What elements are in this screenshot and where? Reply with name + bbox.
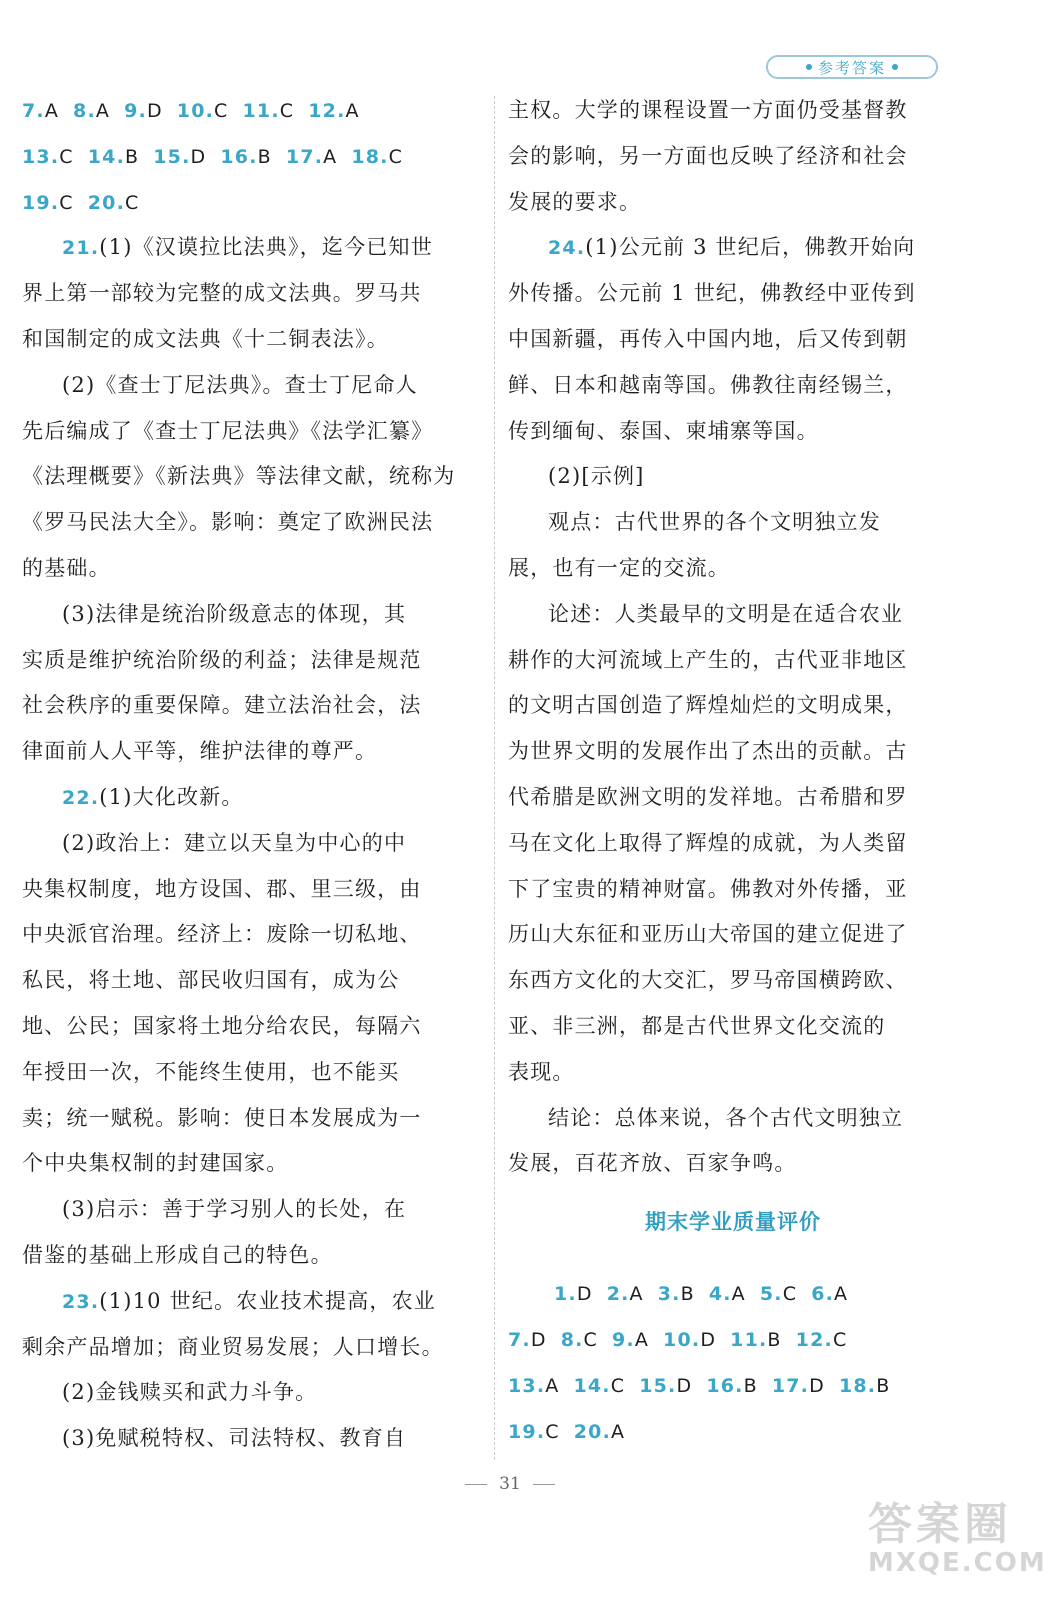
answer-item	[573, 1363, 625, 1410]
text-line	[508, 867, 958, 913]
text-line	[22, 409, 484, 455]
answer-letter: A	[731, 1283, 746, 1306]
text-line	[508, 271, 958, 317]
answer-number: 17.	[285, 145, 324, 168]
text-line	[22, 1416, 484, 1462]
text-line	[22, 1187, 484, 1233]
answer-number: 15.	[153, 145, 191, 168]
answer-number: 3.	[657, 1283, 681, 1306]
answer-item	[730, 1317, 782, 1364]
answer-number: 16.	[220, 145, 258, 168]
answer-letter: A	[834, 1283, 849, 1306]
answer-item	[88, 180, 140, 227]
answer-number: 14.	[87, 145, 125, 168]
answer-item	[508, 1409, 560, 1456]
text-line	[22, 454, 484, 500]
text-content: 外传播。公元前 1 世纪，佛教经中亚传到	[508, 281, 916, 306]
answer-letter: C	[782, 1283, 798, 1306]
question-22	[22, 775, 484, 1279]
answer-letter: B	[743, 1374, 758, 1397]
text-content: (3)启示：善于学习别人的长处，在	[62, 1197, 407, 1222]
text-line	[22, 1279, 484, 1325]
text-line	[508, 500, 958, 546]
answer-letter: D	[676, 1374, 693, 1397]
question-number: 24.	[548, 237, 586, 260]
text-line	[22, 867, 484, 913]
question-23	[22, 1279, 484, 1462]
answer-item	[153, 134, 206, 181]
answer-item	[796, 1317, 848, 1364]
text-line	[508, 546, 958, 592]
text-line	[22, 1141, 484, 1187]
text-content: 中央派官治理。经济上：废除一切私地、	[22, 922, 422, 947]
text-line: 主权。大学的课程设置一方面仍受基督教	[508, 98, 908, 122]
answer-letter: D	[146, 100, 163, 122]
text-content: (1)10 世纪。农业技术提高，农业	[99, 1288, 437, 1313]
answer-item	[124, 88, 163, 135]
answer-number: 19.	[22, 191, 60, 214]
text-line	[508, 683, 958, 729]
question-number: 23.	[62, 1290, 100, 1313]
answer-number: 8.	[560, 1328, 584, 1351]
watermark-top-text: 答案圈	[868, 1499, 1012, 1550]
answer-letter: C	[545, 1420, 560, 1443]
text-content: 的文明古国创造了辉煌灿烂的文明成果，	[508, 693, 908, 718]
answer-item	[243, 88, 295, 135]
text-content: 传到缅甸、泰国、柬埔寨等国。	[508, 418, 819, 443]
text-content: 马在文化上取得了辉煌的成就，为人类留	[508, 830, 908, 855]
answer-item	[351, 134, 403, 181]
answer-item	[706, 1363, 758, 1410]
answer-number: 20.	[573, 1420, 611, 1443]
text-content: 个中央集权制的封建国家。	[22, 1151, 289, 1176]
answer-number: 12.	[308, 100, 346, 122]
text-content: (2)《查士丁尼法典》。查士丁尼命人	[62, 372, 418, 397]
answer-letter: C	[610, 1374, 626, 1397]
answer-grid-left	[22, 88, 484, 225]
answer-letter: B	[876, 1374, 891, 1397]
answer-row	[22, 88, 484, 134]
answer-item	[73, 88, 110, 135]
answer-number: 19.	[508, 1420, 546, 1443]
answer-item	[760, 1271, 797, 1318]
page-number	[0, 1474, 1020, 1494]
text-line	[508, 821, 958, 867]
answer-item	[811, 1271, 848, 1318]
answer-letter: D	[576, 1283, 593, 1306]
text-content: 东西方文化的大交汇，罗马帝国横跨欧、	[508, 968, 908, 993]
answer-letter: A	[634, 1328, 650, 1351]
text-content: (2)[示例]	[548, 464, 645, 489]
answer-item	[508, 1317, 547, 1364]
question-23-continued	[508, 88, 958, 225]
column-divider	[494, 96, 495, 1460]
text-content: 剩余产品增加；商业贸易发展；人口增长。	[22, 1334, 444, 1359]
text-line	[508, 1050, 958, 1096]
text-content: 《法理概要》《新法典》等法律文献，统称为	[22, 464, 456, 489]
answer-letter: D	[809, 1374, 825, 1397]
answer-letter: D	[190, 145, 207, 168]
answer-item	[286, 134, 337, 181]
text-content: 中国新疆，再传入中国内地，后又传到朝	[508, 326, 908, 351]
badge-text: 参考答案	[817, 58, 886, 77]
answer-letter: C	[59, 191, 74, 214]
answer-number: 9.	[124, 100, 147, 122]
watermark-bottom-text: MXQE.COM	[868, 1548, 1047, 1578]
answer-letter: D	[530, 1328, 547, 1351]
text-content: 《罗马民法大全》。影响：奠定了欧洲民法	[22, 510, 434, 535]
text-content: (3)免赋税特权、司法特权、教育自	[62, 1426, 407, 1451]
answer-row	[508, 1363, 958, 1409]
text-line	[508, 592, 958, 638]
answer-item	[22, 180, 74, 227]
text-content: 和国制定的成文法典《十二铜表法》。	[22, 326, 389, 351]
answer-letter: B	[125, 145, 140, 168]
answer-number: 14.	[573, 1374, 611, 1397]
answer-letter: A	[545, 1374, 560, 1397]
badge-dot-icon	[892, 64, 898, 70]
answer-number: 8.	[73, 100, 96, 122]
answer-letter: C	[279, 100, 295, 122]
text-content: (2)政治上：建立以天皇为中心的中	[62, 830, 407, 855]
answer-number: 13.	[22, 145, 60, 168]
text-line	[508, 454, 958, 500]
answer-number: 11.	[242, 100, 280, 122]
text-content: 鲜、日本和越南等国。佛教往南经锡兰，	[508, 372, 908, 397]
answer-row	[508, 1317, 958, 1363]
text-line	[508, 1004, 958, 1050]
text-line	[508, 409, 958, 455]
text-line	[508, 638, 958, 684]
final-section-title: 期末学业质量评价	[645, 1209, 821, 1235]
text-line	[22, 500, 484, 546]
answer-letter: C	[59, 145, 74, 168]
text-content: 下了宝贵的精神财富。佛教对外传播，亚	[508, 876, 908, 901]
answer-number: 13.	[508, 1374, 546, 1397]
answer-number: 18.	[351, 145, 389, 168]
answer-item	[663, 1317, 716, 1364]
text-content: 界上第一部较为完整的成文法典。罗马共	[22, 281, 422, 306]
question-number: 22.	[62, 786, 100, 809]
badge-dot-icon	[806, 64, 812, 70]
text-content: 年授田一次，不能终生使用，也不能买	[22, 1059, 400, 1084]
text-line	[22, 821, 484, 867]
answer-item	[308, 88, 359, 135]
page-number-text: 31	[499, 1474, 521, 1494]
text-content: 耕作的大河流域上产生的，古代亚非地区	[508, 647, 908, 672]
answer-letter: A	[95, 100, 111, 122]
answer-item	[639, 1363, 692, 1410]
question-21	[22, 225, 484, 775]
answer-number: 12.	[795, 1328, 833, 1351]
question-24	[508, 225, 958, 1187]
text-content: 结论：总体来说，各个古代文明独立	[548, 1105, 904, 1130]
answer-letter: A	[629, 1283, 644, 1306]
text-line	[22, 317, 484, 363]
text-content: 社会秩序的重要保障。建立法治社会，法	[22, 693, 422, 718]
answer-number: 4.	[708, 1283, 732, 1306]
text-content: 私民，将土地、部民收归国有，成为公	[22, 968, 400, 993]
text-line	[22, 958, 484, 1004]
text-line	[22, 1004, 484, 1050]
text-content: 实质是维护统治阶级的利益；法律是规范	[22, 647, 422, 672]
answer-item	[709, 1271, 746, 1318]
answer-item	[88, 134, 140, 181]
text-line	[22, 1096, 484, 1142]
text-line	[508, 363, 958, 409]
text-content: 亚、非三洲，都是古代世界文化交流的	[508, 1013, 886, 1038]
text-line	[508, 912, 958, 958]
text-line	[22, 1050, 484, 1096]
answer-number: 17.	[771, 1374, 810, 1397]
answer-number: 16.	[706, 1374, 744, 1397]
question-number: 21.	[62, 237, 100, 260]
text-line	[22, 1233, 484, 1279]
left-column	[22, 88, 484, 1462]
text-content: (1)《汉谟拉比法典》，迄今已知世	[99, 235, 433, 260]
answer-item	[561, 1317, 598, 1364]
answer-letter: D	[700, 1328, 717, 1351]
answer-item	[177, 88, 229, 135]
answer-row	[508, 1271, 958, 1317]
text-content: (2)金钱赎买和武力斗争。	[62, 1380, 318, 1405]
text-content: 央集权制度，地方设国、郡、里三级，由	[22, 876, 422, 901]
answer-number: 10.	[663, 1328, 701, 1351]
text-line	[508, 1141, 958, 1187]
answer-item	[220, 134, 272, 181]
text-content: 展，也有一定的交流。	[508, 555, 730, 580]
text-content: 发展，百花齐放、百家争鸣。	[508, 1151, 797, 1176]
text-line	[22, 912, 484, 958]
answer-item	[22, 134, 74, 181]
text-line	[508, 1096, 958, 1142]
answer-item	[554, 1271, 593, 1318]
right-column	[508, 88, 958, 1454]
text-content: 历山大东征和亚历山大帝国的建立促进了	[508, 922, 908, 947]
text-content: (1)大化改新。	[99, 784, 244, 809]
answer-number: 7.	[22, 100, 45, 122]
answer-letter: B	[257, 145, 272, 168]
text-line: 会的影响，另一方面也反映了经济和社会	[508, 143, 908, 168]
answer-letter: C	[832, 1328, 848, 1351]
answer-item	[508, 1363, 559, 1410]
answer-item	[839, 1363, 891, 1410]
text-line	[22, 592, 484, 638]
text-content: 借鉴的基础上形成自己的特色。	[22, 1242, 333, 1267]
text-content: (1)公元前 3 世纪后，佛教开始向	[585, 235, 916, 260]
watermark-logo	[868, 1488, 1048, 1588]
text-content: 卖；统一赋税。影响：使日本发展成为一	[22, 1105, 422, 1130]
text-line	[508, 317, 958, 363]
answer-number: 20.	[87, 191, 125, 214]
answer-row	[22, 180, 484, 226]
answer-grid-final	[508, 1271, 958, 1454]
answer-letter: A	[44, 100, 60, 122]
text-content: 为世界文明的发展作出了杰出的贡献。古	[508, 739, 908, 764]
text-line	[22, 1370, 484, 1416]
text-line	[22, 775, 484, 821]
answer-item	[612, 1317, 649, 1364]
text-line	[22, 1325, 484, 1371]
answer-number: 1.	[554, 1283, 577, 1306]
text-line	[22, 363, 484, 409]
answer-letter: A	[323, 145, 338, 168]
text-line	[22, 729, 484, 775]
answer-letter: C	[388, 145, 404, 168]
answer-letter: C	[583, 1328, 598, 1351]
answer-number: 7.	[508, 1328, 531, 1351]
answer-item	[607, 1271, 644, 1318]
answer-number: 11.	[730, 1328, 768, 1351]
text-line	[508, 958, 958, 1004]
text-line	[508, 729, 958, 775]
text-content: 论述：人类最早的文明是在适合农业	[548, 601, 904, 626]
text-line	[22, 546, 484, 592]
text-content: (3)法律是统治阶级意志的体现，其	[62, 601, 407, 626]
text-line	[22, 271, 484, 317]
text-line	[22, 638, 484, 684]
text-content: 先后编成了《查士丁尼法典》《法学汇纂》	[22, 418, 434, 443]
answer-number: 5.	[759, 1283, 783, 1306]
answer-number: 15.	[639, 1374, 677, 1397]
answer-letter: B	[680, 1283, 695, 1306]
text-line	[508, 225, 958, 271]
text-content: 表现。	[508, 1059, 575, 1084]
text-content: 律面前人人平等，维护法律的尊严。	[22, 739, 378, 764]
text-content: 代希腊是欧洲文明的发祥地。古希腊和罗	[508, 784, 908, 809]
text-content: 的基础。	[22, 555, 111, 580]
answer-number: 9.	[612, 1328, 635, 1351]
answer-key-badge	[766, 55, 938, 79]
text-content: 观点：古代世界的各个文明独立发	[548, 510, 881, 535]
answer-row	[508, 1409, 958, 1455]
text-line: 发展的要求。	[508, 189, 642, 214]
text-content: 地、公民；国家将土地分给农民，每隔六	[22, 1013, 422, 1038]
answer-item	[658, 1271, 695, 1318]
answer-item	[22, 88, 59, 135]
answer-number: 18.	[838, 1374, 877, 1397]
answer-item	[574, 1409, 625, 1456]
answer-letter: C	[214, 100, 229, 122]
answer-number: 10.	[176, 100, 215, 122]
answer-letter: A	[611, 1420, 626, 1443]
answer-item	[772, 1363, 825, 1410]
answer-row	[22, 134, 484, 180]
answer-number: 6.	[811, 1283, 835, 1306]
text-line	[508, 775, 958, 821]
answer-number: 2.	[606, 1283, 630, 1306]
answer-letter: C	[125, 191, 140, 214]
text-line	[22, 683, 484, 729]
answer-letter: B	[767, 1328, 782, 1351]
answer-letter: A	[345, 100, 360, 122]
text-line	[22, 225, 484, 271]
